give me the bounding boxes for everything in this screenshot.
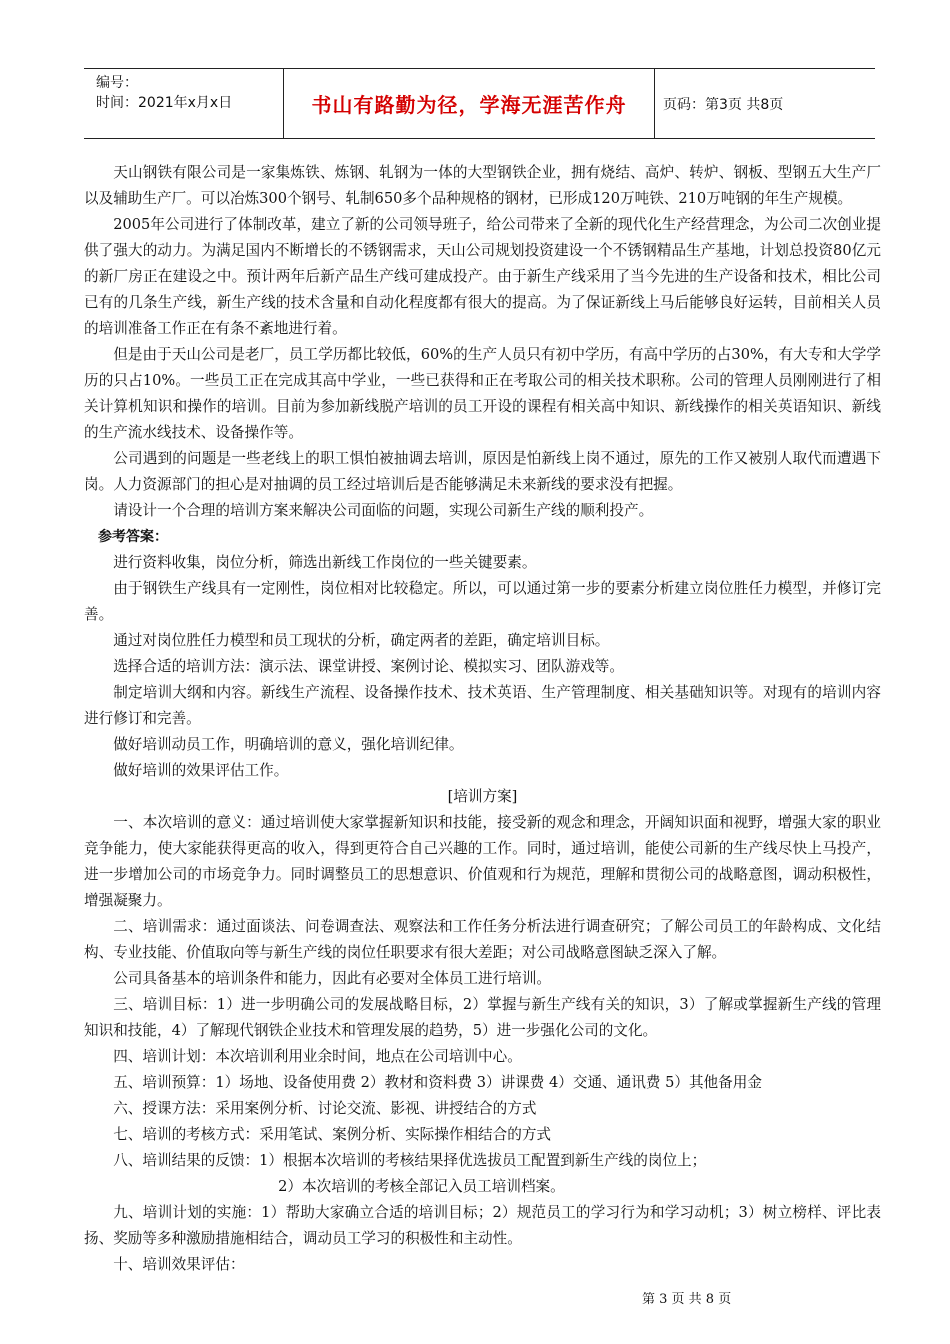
paragraph: 十、培训效果评估：: [113, 1256, 245, 1273]
paragraph: 六、授课方法：采用案例分析、讨论交流、影视、讲授结合的方式: [113, 1100, 537, 1117]
paragraph: 2005年公司进行了体制改革，建立了新的公司领导班子，给公司带来了全新的现代化生产经营理念，为公司二次创业提供了强大的动力。为满足国内不断增长的不锈钢需求，天山公司规划投资建设一个不锈钢精品生产基地，计划总投资80亿元的新厂房正在建设之中。预计两年后新产品生产线可建成投产。由于新生产线采用了当今先进的生产设备和技术，相比公司已有的几条生产线，新生产线的技术含量和自动化程度都有很大的提高。为了保证新线上马后能够良好运转，目前相关人员的培训准备工作正在有条不紊地进行着。: [84, 216, 881, 337]
page-footer: 第 3 页 共 8 页: [642, 1292, 732, 1307]
serial-label: 编号：: [96, 75, 138, 91]
paragraph: 进行资料收集，岗位分析，筛选出新线工作岗位的一些关键要素。: [113, 554, 537, 571]
paragraph: 但是由于天山公司是老厂，员工学历都比较低，60%的生产人员只有初中学历，有高中学历的占30%，有大专和大学学历的只占10%。一些员工正在完成其高中学业，一些已获得和正在考取公司的相关技术职称。公司的管理人员刚刚进行了相关计算机知识和操作的培训。目前为参加新线脱产培训的员工开设的课程有相关高中知识、新线操作的相关英语知识、新线的生产流水线技术、设备操作等。: [84, 346, 881, 441]
paragraph: 做好培训的效果评估工作。: [113, 762, 289, 779]
paragraph: 八、培训结果的反馈：1）根据本次培训的考核结果择优选拔员工配置到新生产线的岗位上；: [113, 1152, 707, 1169]
paragraph: 一、本次培训的意义：通过培训使大家掌握新知识和技能，接受新的观念和理念，开阔知识面和视野，增强大家的职业竞争能力，使大家能获得更高的收入，得到更符合自己兴趣的工作。同时，通过培训，能使公司新的生产线尽快上马投产，进一步增加公司的市场竞争力。同时调整员工的思想意识、价值观和行为规范，理解和贯彻公司的战略意图，调动积极性，增强凝聚力。: [84, 814, 881, 909]
paragraph: 由于钢铁生产线具有一定刚性，岗位相对比较稳定。所以，可以通过第一步的要素分析建立岗位胜任力模型，并修订完善。: [84, 580, 881, 623]
paragraph: 做好培训动员工作，明确培训的意义，强化培训纪律。: [113, 736, 464, 753]
paragraph: 公司遇到的问题是一些老线上的职工惧怕被抽调去培训，原因是怕新线上岗不通过，原先的工作又被别人取代而遭遇下岗。人力资源部门的担心是对抽调的员工经过培训后是否能够满足未来新线的要求没有把握。: [84, 450, 881, 493]
paragraph: 选择合适的培训方法：演示法、课堂讲授、案例讨论、模拟实习、团队游戏等。: [113, 658, 624, 675]
paragraph: 九、培训计划的实施：1）帮助大家确立合适的培训目标；2）规范员工的学习行为和学习动机；3）树立榜样、评比表扬、奖励等多种激励措施相结合，调动员工学习的积极性和主动性。: [84, 1204, 881, 1247]
motto-text: 书山有路勤为径，学海无涯苦作舟: [311, 93, 627, 117]
paragraph: 2）本次培训的考核全部记入员工培训档案。: [278, 1178, 565, 1195]
page-label: 页码：第3页 共8页: [663, 96, 784, 113]
document-body: [84, 160, 881, 1278]
paragraph: 公司具备基本的培训条件和能力，因此有必要对全体员工进行培训。: [113, 970, 552, 987]
answer-heading: 参考答案：: [98, 529, 168, 545]
paragraph: 三、培训目标：1）进一步明确公司的发展战略目标，2）掌握与新生产线有关的知识，3）了解或掌握新生产线的管理知识和技能，4）了解现代钢铁企业技术和管理发展的趋势，5）进一步强化公司的文化。: [84, 996, 881, 1039]
header-meta: [84, 69, 284, 138]
paragraph: 五、培训预算：1）场地、设备使用费 2）教材和资料费 3）讲课费 4）交通、通讯费 5）其他备用金: [113, 1074, 762, 1091]
time-label: 时间：2021年x月x日: [96, 95, 233, 111]
paragraph: 二、培训需求：通过面谈法、问卷调查法、观察法和工作任务分析法进行调查研究；了解公司员工的年龄构成、文化结构、专业技能、价值取向等与新生产线的岗位任职要求有很大差距；对公司战略意图缺乏深入了解。: [84, 918, 881, 961]
header-page-cell: [655, 69, 875, 138]
plan-title: [培训方案]: [447, 788, 518, 805]
paragraph: 七、培训的考核方式：采用笔试、案例分析、实际操作相结合的方式: [113, 1126, 552, 1143]
paragraph: 制定培训大纲和内容。新线生产流程、设备操作技术、技术英语、生产管理制度、相关基础知识等。对现有的培训内容进行修订和完善。: [84, 684, 881, 727]
header-motto-cell: [284, 69, 655, 138]
paragraph: 请设计一个合理的培训方案来解决公司面临的问题，实现公司新生产线的顺利投产。: [113, 502, 654, 519]
paragraph: 天山钢铁有限公司是一家集炼铁、炼钢、轧钢为一体的大型钢铁企业，拥有烧结、高炉、转炉、钢板、型钢五大生产厂以及辅助生产厂。可以冶炼300个钢号、轧制650多个品种规格的钢材，已形成120万吨铁、210万吨钢的年生产规模。: [84, 164, 881, 207]
paragraph: 四、培训计划：本次培训利用业余时间，地点在公司培训中心。: [113, 1048, 522, 1065]
document-header: [84, 68, 875, 139]
paragraph: 通过对岗位胜任力模型和员工现状的分析，确定两者的差距，确定培训目标。: [113, 632, 610, 649]
